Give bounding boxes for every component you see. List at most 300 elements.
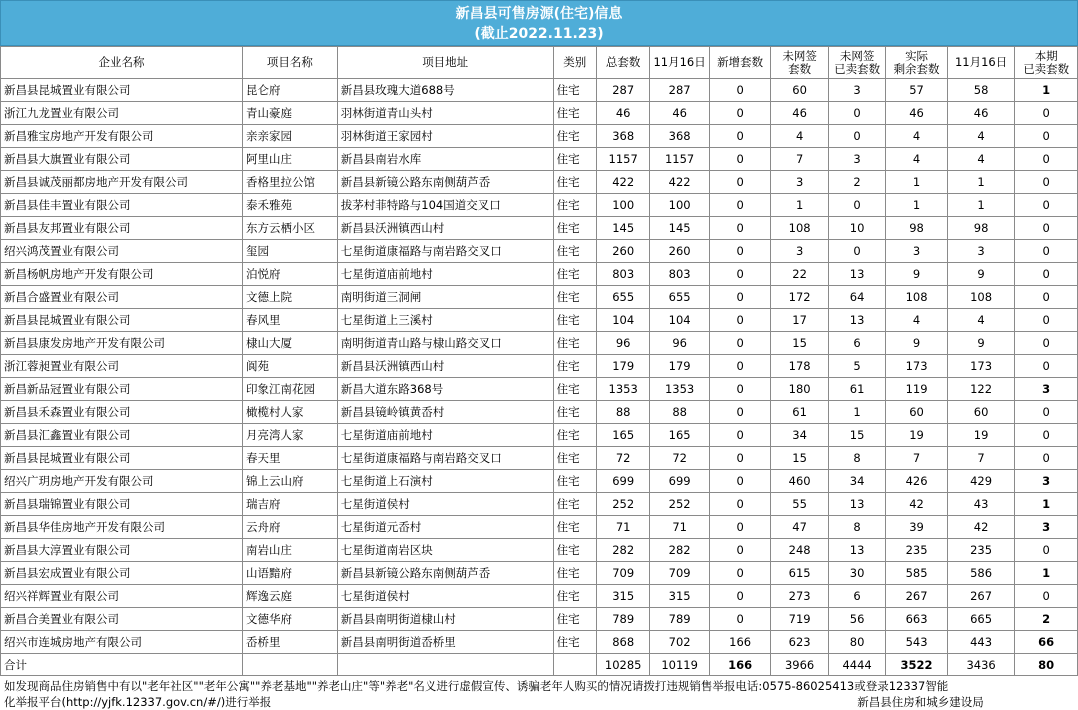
table-row <box>1 240 1078 263</box>
table-cell: 新昌县南明街道棣山村 <box>337 608 553 631</box>
table-cell: 165 <box>650 424 709 447</box>
table-cell: 住宅 <box>553 309 596 332</box>
table-cell: 山语黯府 <box>243 562 338 585</box>
table-cell: 4 <box>886 148 948 171</box>
table-cell: 96 <box>650 332 709 355</box>
table-cell: 64 <box>828 286 885 309</box>
table-cell: 60 <box>947 401 1015 424</box>
table-body <box>1 79 1078 676</box>
table-cell: 0 <box>709 516 771 539</box>
table-cell: 13 <box>828 493 885 516</box>
table-cell: 273 <box>771 585 828 608</box>
table-cell: 七星街道侯村 <box>337 493 553 516</box>
total-empty-cell <box>243 654 338 676</box>
table-cell: 0 <box>709 240 771 263</box>
table-cell: 2 <box>1015 608 1078 631</box>
table-cell: 235 <box>886 539 948 562</box>
column-header: 总套数 <box>596 47 649 79</box>
table-cell: 香格里拉公馆 <box>243 171 338 194</box>
table-cell: 623 <box>771 631 828 654</box>
table-cell: 0 <box>709 263 771 286</box>
table-cell: 368 <box>650 125 709 148</box>
table-cell: 46 <box>596 102 649 125</box>
table-cell: 13 <box>828 263 885 286</box>
table-cell: 0 <box>1015 286 1078 309</box>
table-cell: 0 <box>828 102 885 125</box>
table-cell: 新昌县华佳房地产开发有限公司 <box>1 516 243 539</box>
table-row <box>1 631 1078 654</box>
table-cell: 新昌县康发房地产开发有限公司 <box>1 332 243 355</box>
table-cell: 699 <box>650 470 709 493</box>
table-cell: 泰禾雅苑 <box>243 194 338 217</box>
table-cell: 260 <box>650 240 709 263</box>
table-cell: 789 <box>650 608 709 631</box>
table-cell: 42 <box>886 493 948 516</box>
table-cell: 282 <box>596 539 649 562</box>
table-cell: 0 <box>709 332 771 355</box>
column-header: 项目名称 <box>243 47 338 79</box>
table-cell: 七星街道侯村 <box>337 585 553 608</box>
table-cell: 104 <box>596 309 649 332</box>
table-cell: 173 <box>947 355 1015 378</box>
table-cell: 0 <box>1015 217 1078 240</box>
table-cell: 文德上院 <box>243 286 338 309</box>
table-cell: 145 <box>650 217 709 240</box>
column-header: 11月16日 <box>947 47 1015 79</box>
table-cell: 0 <box>1015 194 1078 217</box>
table-cell: 287 <box>596 79 649 102</box>
table-cell: 57 <box>886 79 948 102</box>
total-cell: 80 <box>1015 654 1078 676</box>
table-cell: 178 <box>771 355 828 378</box>
table-cell: 阿里山庄 <box>243 148 338 171</box>
footer-line-1: 如发现商品住房销售中有以"老年社区""老年公寓""养老基地""养老山庄"等"养老"名义进行虚假宣传、诱骗老年人购买的情况请拨打违规销售举报电话:0575-86025413或登录12337智能 <box>4 679 949 693</box>
table-cell: 拔茅村菲特路与104国道交叉口 <box>337 194 553 217</box>
footer-line-2: 化举报平台(http://yjfk.12337.gov.cn/#/)进行举报 <box>4 695 272 709</box>
table-cell: 新昌县友邦置业有限公司 <box>1 217 243 240</box>
table-cell: 住宅 <box>553 148 596 171</box>
table-cell: 绍兴市连城房地产有限公司 <box>1 631 243 654</box>
table-cell: 34 <box>828 470 885 493</box>
table-cell: 住宅 <box>553 194 596 217</box>
table-cell: 住宅 <box>553 240 596 263</box>
table-cell: 586 <box>947 562 1015 585</box>
table-cell: 282 <box>650 539 709 562</box>
table-cell: 260 <box>596 240 649 263</box>
table-cell: 4 <box>771 125 828 148</box>
table-cell: 住宅 <box>553 217 596 240</box>
table-cell: 3 <box>828 148 885 171</box>
table-cell: 0 <box>709 401 771 424</box>
table-cell: 71 <box>596 516 649 539</box>
table-cell: 住宅 <box>553 447 596 470</box>
table-cell: 422 <box>596 171 649 194</box>
total-empty-cell <box>337 654 553 676</box>
column-header: 未网签 套数 <box>771 47 828 79</box>
table-cell: 71 <box>650 516 709 539</box>
table-row <box>1 585 1078 608</box>
table-cell: 55 <box>771 493 828 516</box>
table-cell: 住宅 <box>553 102 596 125</box>
table-cell: 1 <box>1015 79 1078 102</box>
table-cell: 108 <box>771 217 828 240</box>
table-cell: 789 <box>596 608 649 631</box>
table-cell: 0 <box>709 470 771 493</box>
table-cell: 住宅 <box>553 493 596 516</box>
table-cell: 0 <box>1015 102 1078 125</box>
table-cell: 30 <box>828 562 885 585</box>
table-cell: 住宅 <box>553 263 596 286</box>
table-cell: 88 <box>596 401 649 424</box>
table-cell: 3 <box>886 240 948 263</box>
table-cell: 住宅 <box>553 585 596 608</box>
table-cell: 南明街道三洞闸 <box>337 286 553 309</box>
table-cell: 住宅 <box>553 562 596 585</box>
table-cell: 172 <box>771 286 828 309</box>
table-cell: 0 <box>709 309 771 332</box>
table-cell: 1 <box>1015 562 1078 585</box>
table-cell: 1 <box>947 194 1015 217</box>
total-label: 合计 <box>1 654 243 676</box>
table-cell: 住宅 <box>553 355 596 378</box>
table-cell: 179 <box>596 355 649 378</box>
title-bar <box>0 0 1078 46</box>
table-cell: 803 <box>650 263 709 286</box>
table-row <box>1 470 1078 493</box>
footer-department: 新昌县住房和城乡建设局 <box>857 695 984 709</box>
table-cell: 543 <box>886 631 948 654</box>
table-cell: 252 <box>650 493 709 516</box>
table-cell: 1 <box>886 194 948 217</box>
table-cell: 422 <box>650 171 709 194</box>
table-cell: 0 <box>709 424 771 447</box>
table-cell: 住宅 <box>553 378 596 401</box>
table-cell: 新昌县昆城置业有限公司 <box>1 79 243 102</box>
table-cell: 58 <box>947 79 1015 102</box>
table-cell: 亲亲家园 <box>243 125 338 148</box>
table-cell: 0 <box>709 447 771 470</box>
table-cell: 145 <box>596 217 649 240</box>
table-cell: 0 <box>1015 539 1078 562</box>
table-cell: 新昌合盛置业有限公司 <box>1 286 243 309</box>
table-cell: 9 <box>947 263 1015 286</box>
table-cell: 100 <box>650 194 709 217</box>
table-cell: 1157 <box>596 148 649 171</box>
table-row <box>1 171 1078 194</box>
table-row <box>1 194 1078 217</box>
table-row <box>1 562 1078 585</box>
table-cell: 住宅 <box>553 171 596 194</box>
table-cell: 橄榄村人家 <box>243 401 338 424</box>
table-cell: 615 <box>771 562 828 585</box>
table-cell: 22 <box>771 263 828 286</box>
table-cell: 新昌县沃洲镇西山村 <box>337 355 553 378</box>
table-row <box>1 447 1078 470</box>
table-cell: 春天里 <box>243 447 338 470</box>
table-cell: 1 <box>947 171 1015 194</box>
table-cell: 新昌雅宝房地产开发有限公司 <box>1 125 243 148</box>
table-cell: 3 <box>771 171 828 194</box>
table-row <box>1 332 1078 355</box>
table-cell: 3 <box>1015 378 1078 401</box>
total-cell: 3436 <box>947 654 1015 676</box>
table-cell: 新昌县昆城置业有限公司 <box>1 309 243 332</box>
table-row <box>1 378 1078 401</box>
table-cell: 7 <box>771 148 828 171</box>
table-cell: 0 <box>1015 148 1078 171</box>
table-cell: 100 <box>596 194 649 217</box>
table-cell: 179 <box>650 355 709 378</box>
table-cell: 4 <box>947 148 1015 171</box>
table-row <box>1 79 1078 102</box>
table-cell: 新昌县沃洲镇西山村 <box>337 217 553 240</box>
table-cell: 新昌县新镜公路东南侧葫芦岙 <box>337 171 553 194</box>
table-cell: 0 <box>709 608 771 631</box>
table-cell: 住宅 <box>553 125 596 148</box>
table-cell: 66 <box>1015 631 1078 654</box>
table-cell: 7 <box>886 447 948 470</box>
table-cell: 655 <box>596 286 649 309</box>
table-cell: 9 <box>886 263 948 286</box>
table-cell: 719 <box>771 608 828 631</box>
table-cell: 新昌县南明街道岙桥里 <box>337 631 553 654</box>
table-cell: 9 <box>886 332 948 355</box>
table-row <box>1 516 1078 539</box>
table-cell: 文德华府 <box>243 608 338 631</box>
table-cell: 南明街道青山路与棣山路交叉口 <box>337 332 553 355</box>
table-cell: 19 <box>947 424 1015 447</box>
table-cell: 42 <box>947 516 1015 539</box>
table-cell: 新昌县南岩水库 <box>337 148 553 171</box>
table-cell: 新昌县瑞锦置业有限公司 <box>1 493 243 516</box>
table-cell: 月亮湾人家 <box>243 424 338 447</box>
table-cell: 新昌合美置业有限公司 <box>1 608 243 631</box>
column-header: 类别 <box>553 47 596 79</box>
table-cell: 15 <box>771 332 828 355</box>
table-cell: 0 <box>709 493 771 516</box>
table-cell: 3 <box>828 79 885 102</box>
table-cell: 180 <box>771 378 828 401</box>
table-row <box>1 493 1078 516</box>
table-cell: 青山豪庭 <box>243 102 338 125</box>
table-cell: 七星街道元岙村 <box>337 516 553 539</box>
table-cell: 住宅 <box>553 286 596 309</box>
total-row <box>1 654 1078 676</box>
table-cell: 东方云栖小区 <box>243 217 338 240</box>
table-cell: 0 <box>709 585 771 608</box>
table-cell: 新昌县宏成置业有限公司 <box>1 562 243 585</box>
table-cell: 1 <box>886 171 948 194</box>
table-cell: 0 <box>709 539 771 562</box>
table-cell: 655 <box>650 286 709 309</box>
table-cell: 七星街道上石演村 <box>337 470 553 493</box>
column-header: 企业名称 <box>1 47 243 79</box>
page-title: 新昌县可售房源(住宅)信息 <box>455 6 623 22</box>
table-cell: 4 <box>886 309 948 332</box>
table-cell: 46 <box>650 102 709 125</box>
table-cell: 住宅 <box>553 424 596 447</box>
table-cell: 住宅 <box>553 332 596 355</box>
table-cell: 0 <box>709 148 771 171</box>
table-cell: 新昌县玫瑰大道688号 <box>337 79 553 102</box>
table-cell: 46 <box>771 102 828 125</box>
table-cell: 0 <box>1015 125 1078 148</box>
table-cell: 七星街道上三溪村 <box>337 309 553 332</box>
table-cell: 1 <box>1015 493 1078 516</box>
table-cell: 47 <box>771 516 828 539</box>
table-cell: 2 <box>828 171 885 194</box>
table-cell: 0 <box>709 355 771 378</box>
table-cell: 0 <box>1015 447 1078 470</box>
column-header: 未网签 已卖套数 <box>828 47 885 79</box>
table-cell: 96 <box>596 332 649 355</box>
page-subtitle: (截止2022.11.23) <box>474 26 604 42</box>
table-cell: 0 <box>828 194 885 217</box>
table-cell: 新昌县汇鑫置业有限公司 <box>1 424 243 447</box>
table-cell: 3 <box>771 240 828 263</box>
table-cell: 羽林街道王家园村 <box>337 125 553 148</box>
table-cell: 267 <box>947 585 1015 608</box>
table-cell: 0 <box>709 102 771 125</box>
table-cell: 新昌县佳丰置业有限公司 <box>1 194 243 217</box>
table-cell: 80 <box>828 631 885 654</box>
table-cell: 699 <box>596 470 649 493</box>
table-cell: 七星街道康福路与南岩路交叉口 <box>337 240 553 263</box>
table-cell: 34 <box>771 424 828 447</box>
footer-notice <box>0 676 1078 710</box>
table-row <box>1 263 1078 286</box>
table-cell: 住宅 <box>553 516 596 539</box>
table-cell: 426 <box>886 470 948 493</box>
table-cell: 108 <box>947 286 1015 309</box>
table-cell: 浙江九龙置业有限公司 <box>1 102 243 125</box>
table-cell: 辉逸云庭 <box>243 585 338 608</box>
table-cell: 浙江蓉昶置业有限公司 <box>1 355 243 378</box>
table-cell: 709 <box>596 562 649 585</box>
table-cell: 98 <box>947 217 1015 240</box>
table-cell: 棣山大厦 <box>243 332 338 355</box>
table-cell: 锦上云山府 <box>243 470 338 493</box>
table-cell: 0 <box>709 79 771 102</box>
table-cell: 443 <box>947 631 1015 654</box>
table-cell: 0 <box>1015 355 1078 378</box>
table-cell: 315 <box>596 585 649 608</box>
table-cell: 868 <box>596 631 649 654</box>
table-cell: 46 <box>886 102 948 125</box>
table-cell: 七星街道庙前地村 <box>337 424 553 447</box>
header-row <box>1 47 1078 79</box>
table-cell: 15 <box>828 424 885 447</box>
housing-table <box>0 46 1078 676</box>
table-cell: 住宅 <box>553 401 596 424</box>
table-cell: 0 <box>828 240 885 263</box>
table-cell: 7 <box>947 447 1015 470</box>
total-empty-cell <box>553 654 596 676</box>
table-row <box>1 217 1078 240</box>
table-row <box>1 608 1078 631</box>
table-cell: 104 <box>650 309 709 332</box>
table-row <box>1 148 1078 171</box>
table-cell: 663 <box>886 608 948 631</box>
table-cell: 61 <box>828 378 885 401</box>
table-cell: 287 <box>650 79 709 102</box>
table-cell: 住宅 <box>553 79 596 102</box>
table-cell: 昆仑府 <box>243 79 338 102</box>
table-cell: 0 <box>1015 309 1078 332</box>
table-cell: 72 <box>596 447 649 470</box>
table-cell: 七星街道南岩区块 <box>337 539 553 562</box>
table-cell: 10 <box>828 217 885 240</box>
table-cell: 新昌县新镜公路东南侧葫芦岙 <box>337 562 553 585</box>
column-header: 本期 已卖套数 <box>1015 47 1078 79</box>
table-cell: 119 <box>886 378 948 401</box>
table-cell: 七星街道康福路与南岩路交叉口 <box>337 447 553 470</box>
table-cell: 0 <box>828 125 885 148</box>
table-cell: 1 <box>771 194 828 217</box>
table-cell: 岙桥里 <box>243 631 338 654</box>
column-header: 新增套数 <box>709 47 771 79</box>
total-cell: 3522 <box>886 654 948 676</box>
table-row <box>1 355 1078 378</box>
table-cell: 43 <box>947 493 1015 516</box>
table-cell: 429 <box>947 470 1015 493</box>
table-cell: 0 <box>709 378 771 401</box>
column-header: 实际 剩余套数 <box>886 47 948 79</box>
table-cell: 1353 <box>596 378 649 401</box>
table-cell: 5 <box>828 355 885 378</box>
table-row <box>1 286 1078 309</box>
table-cell: 61 <box>771 401 828 424</box>
table-cell: 4 <box>947 125 1015 148</box>
table-cell: 新昌大道东路368号 <box>337 378 553 401</box>
table-cell: 3 <box>1015 470 1078 493</box>
total-cell: 3966 <box>771 654 828 676</box>
table-cell: 新昌县诚茂丽都房地产开发有限公司 <box>1 171 243 194</box>
table-row <box>1 424 1078 447</box>
table-cell: 0 <box>709 562 771 585</box>
table-cell: 0 <box>709 171 771 194</box>
table-cell: 8 <box>828 447 885 470</box>
table-cell: 1 <box>828 401 885 424</box>
table-row <box>1 539 1078 562</box>
total-cell: 166 <box>709 654 771 676</box>
table-cell: 春风里 <box>243 309 338 332</box>
table-cell: 印象江南花园 <box>243 378 338 401</box>
table-cell: 3 <box>1015 516 1078 539</box>
table-cell: 南岩山庄 <box>243 539 338 562</box>
table-cell: 住宅 <box>553 631 596 654</box>
table-cell: 60 <box>771 79 828 102</box>
table-cell: 新昌县大旗置业有限公司 <box>1 148 243 171</box>
table-cell: 6 <box>828 332 885 355</box>
table-cell: 6 <box>828 585 885 608</box>
table-cell: 88 <box>650 401 709 424</box>
table-cell: 1157 <box>650 148 709 171</box>
table-row <box>1 125 1078 148</box>
table-cell: 60 <box>886 401 948 424</box>
table-cell: 新昌县大淳置业有限公司 <box>1 539 243 562</box>
column-header: 项目地址 <box>337 47 553 79</box>
table-cell: 460 <box>771 470 828 493</box>
table-cell: 235 <box>947 539 1015 562</box>
table-cell: 8 <box>828 516 885 539</box>
table-cell: 泊悦府 <box>243 263 338 286</box>
table-cell: 新昌县镜岭镇黄岙村 <box>337 401 553 424</box>
table-cell: 1353 <box>650 378 709 401</box>
table-cell: 13 <box>828 539 885 562</box>
table-cell: 56 <box>828 608 885 631</box>
table-cell: 新昌县昆城置业有限公司 <box>1 447 243 470</box>
